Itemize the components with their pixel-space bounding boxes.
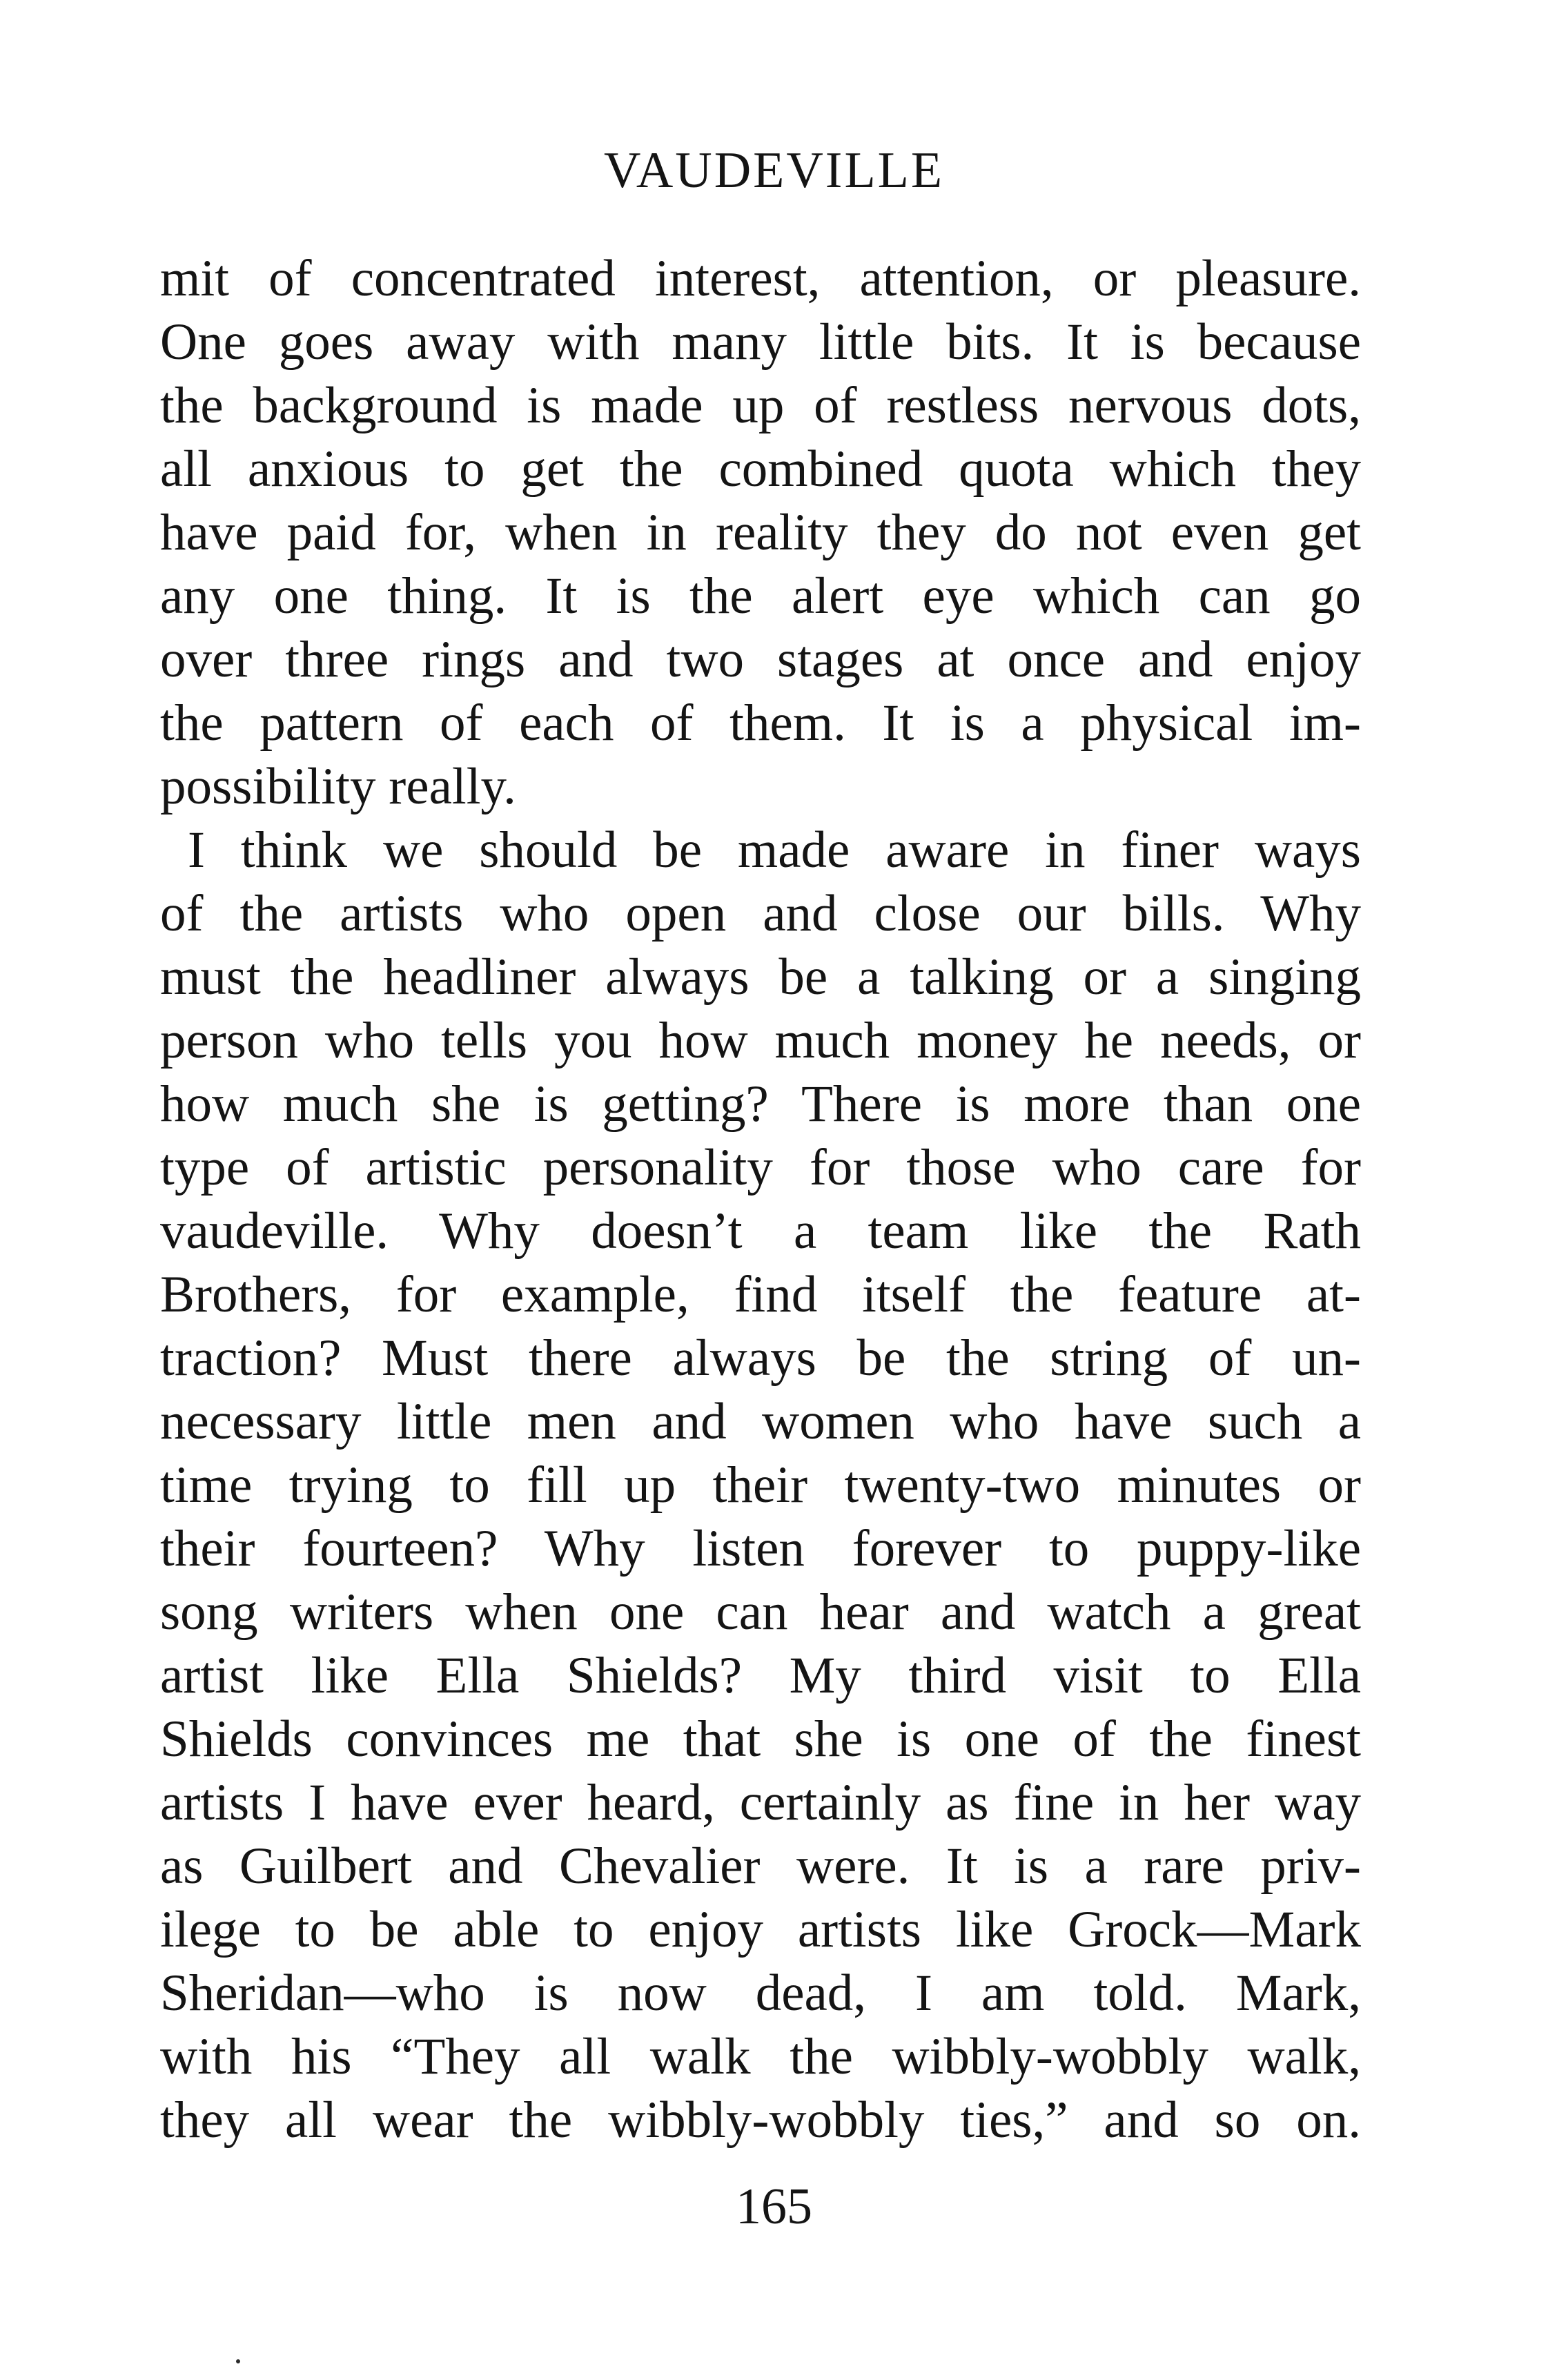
text-line: all anxious to get the combined quota which they [160,440,1361,498]
text-line: must the headliner always be a talking or a singing [160,948,1361,1006]
text-line: their fourteen? Why listen forever to puppy-like [160,1520,1361,1577]
body-text [160,247,1361,2152]
text-line: Shields convinces me that she is one of the finest [160,1710,1361,1768]
text-line: time trying to fill up their twenty-two minutes or [160,1456,1361,1514]
text-line: over three rings and two stages at once and enjoy [160,631,1361,688]
running-head: VAUDEVILLE [603,142,945,199]
text-line: song writers when one can hear and watch a great [160,1583,1361,1641]
text-line: any one thing. It is the alert eye which can go [160,567,1361,625]
text-line: have paid for, when in reality they do not even get [160,504,1361,561]
text-line: they all wear the wibbly-wobbly ties,” and so on. [160,2091,1361,2149]
text-line: necessary little men and women who have such a [160,1393,1361,1450]
text-line: ilege to be able to enjoy artists like Grock—Mark [160,1901,1361,1958]
text-line: type of artistic personality for those who care for [160,1139,1361,1196]
text-line: traction? Must there always be the string of un- [160,1329,1361,1387]
text-line: as Guilbert and Chevalier were. It is a rare priv- [160,1837,1361,1895]
text-line: the pattern of each of them. It is a physical im- [160,694,1361,752]
text-line: Brothers, for example, find itself the feature at- [160,1266,1361,1323]
text-line: the background is made up of restless nervous dots, [160,377,1361,434]
text-line: mit of concentrated interest, attention, or pleasure. [160,250,1361,307]
text-line: Sheridan—who is now dead, I am told. Mark, [160,1964,1361,2022]
text-line: vaudeville. Why doesn’t a team like the Rath [160,1202,1361,1260]
text-line: of the artists who open and close our bills. Why [160,885,1361,942]
print-speck [236,2359,240,2363]
text-line: person who tells you how much money he needs, or [160,1012,1361,1069]
text-line: artists I have ever heard, certainly as fine in her way [160,1774,1361,1831]
page-number: 165 [736,2178,812,2235]
text-line: possibility really. [160,758,516,815]
text-line: I think we should be made aware in finer ways [188,821,1361,879]
text-line: with his “They all walk the wibbly-wobbly walk, [160,2028,1361,2085]
text-line: how much she is getting? There is more than one [160,1075,1361,1133]
text-line: artist like Ella Shields? My third visit to Ella [160,1647,1361,1704]
text-line: One goes away with many little bits. It is because [160,313,1361,371]
